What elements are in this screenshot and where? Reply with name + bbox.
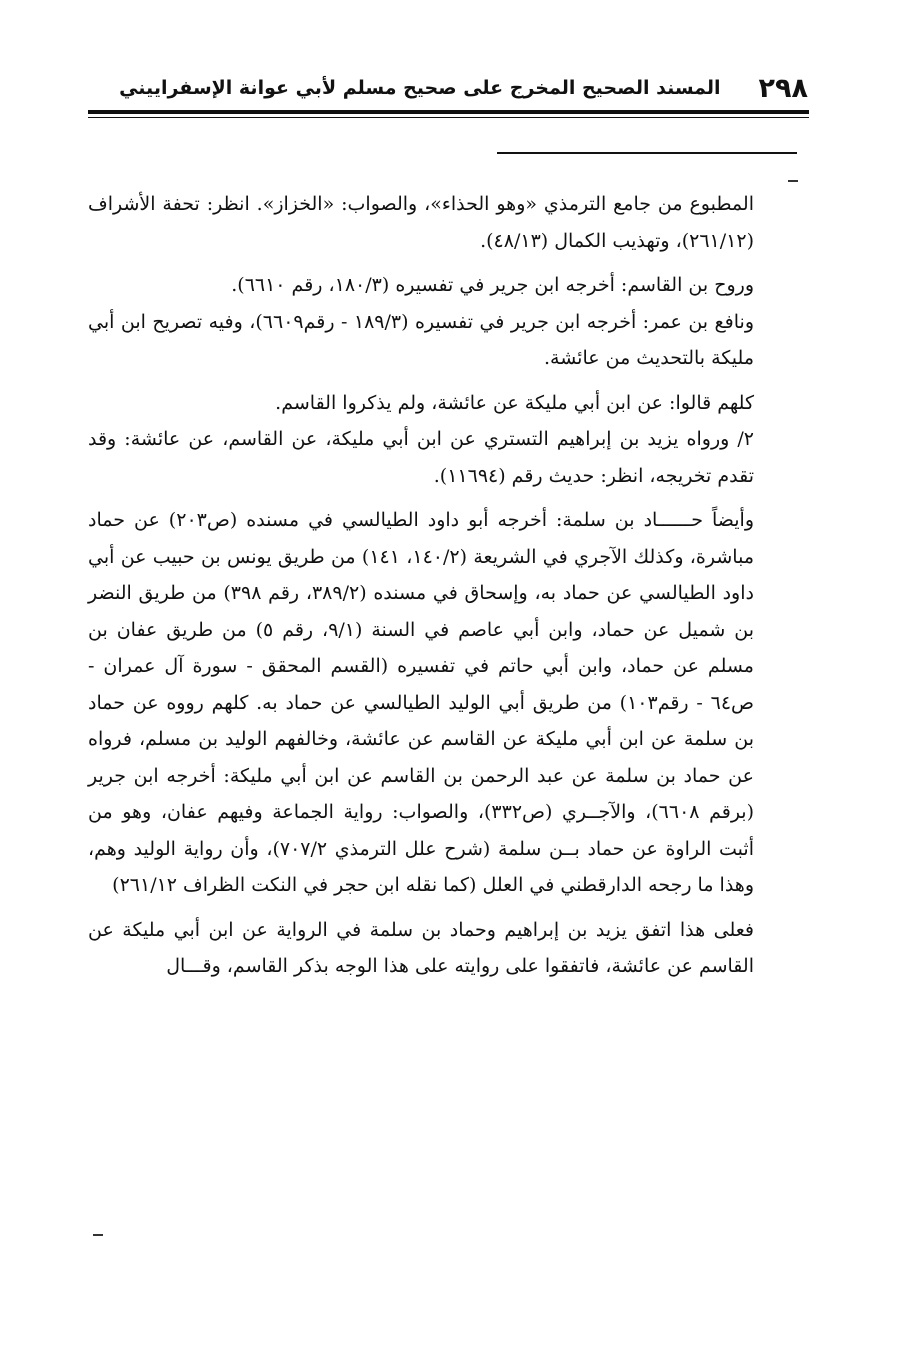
footnote-paragraph: ونافع بن عمر: أخرجه ابن جرير في تفسيره (١٨٩/٣ - رقم٦٦٠٩)، وفيه تصريح ابن أبي مليكة بالتحديث من عائشة.: [88, 310, 754, 369]
footnote-paragraph: وروح بن القاسم: أخرجه ابن جرير في تفسيره (١٨٠/٣، رقم ٦٦١٠).: [231, 274, 754, 296]
header-rule-thin: [88, 117, 809, 118]
footnote-paragraph: فعلى هذا اتفق يزيد بن إبراهيم وحماد بن سلمة في الرواية عن ابن أبي مليكة عن القاسم عن عائشة، فاتفقوا على روايته على هذا الوجه بذكر القاسم، وقـــال: [88, 918, 754, 977]
running-title: المسند الصحيح المخرج على صحيح مسلم لأبي عوانة الإسفراييني: [119, 77, 721, 99]
footnote-paragraph: كلهم قالوا: عن ابن أبي مليكة عن عائشة، ولم يذكروا القاسم.: [275, 391, 754, 414]
footnote-separator: [497, 152, 797, 154]
footnote-paragraph: ٢/ ورواه يزيد بن إبراهيم التستري عن ابن أبي مليكة، عن القاسم، عن عائشة: وقد تقدم تخريجه، انظر: حديث رقم (١١٦٩٤).: [88, 428, 754, 487]
footnote-paragraph: وأيضاً حــــــاد بن سلمة: أخرجه أبو داود الطيالسي في مسنده (ص٢٠٣) عن حماد مباشرة، وكذلك الآجري في الشريعة (١٤٠/٢، ١٤١) من طريق يونس بن حبيب عن أبي داود الطيالسي عن حماد به، وإسحاق في مسنده (٣٨٩/٢، رقم ٣٩٨) من طريق النضر بن شميل عن حماد، وابن أبي عاصم في السنة (٩/١، رقم ٥) من طريق عفان بن مسلم عن حماد، وابن أبي حاتم في تفسيره (القسم المحقق - سورة آل عمران - ص٦٤ - رقم١٠٣) من طريق أبي الوليد الطيالسي عن حماد به. كلهم رووه عن حماد بن سلمة عن ابن أبي مليكة عن القاسم عن عائشة، وخالفهم الوليد بن مسلم، فرواه عن حماد بن سلمة عن عبد الرحمن بن القاسم عن ابن أبي مليكة: أخرجه ابن جرير (برقم ٦٦٠٨)، والآجــري (ص٣٣٢)، والصواب: رواية الجماعة وفيهم عفان، وهو من أثبت الراوة عن حماد بــن سلمة (شرح علل الترمذي ٧٠٧/٢)، وأن رواية الوليد وهم، وهذا ما رجحه الدارقطني في العلل (كما نقله ابن حجر في النكت الظراف ٢٦١/١٢): [88, 509, 755, 896]
footnote-body: [88, 186, 754, 985]
page-header: [88, 68, 808, 108]
margin-mark: [788, 180, 798, 182]
margin-mark: [93, 1234, 103, 1236]
header-rule-thick: [88, 110, 809, 114]
footnote-paragraph: المطبوع من جامع الترمذي «وهو الحذاء»، والصواب: «الخزاز». انظر: تحفة الأشراف (٢٦١/١٢)، وتهذيب الكمال (٤٨/١٣).: [88, 193, 754, 252]
page-number: ٢٩٨: [758, 72, 808, 104]
